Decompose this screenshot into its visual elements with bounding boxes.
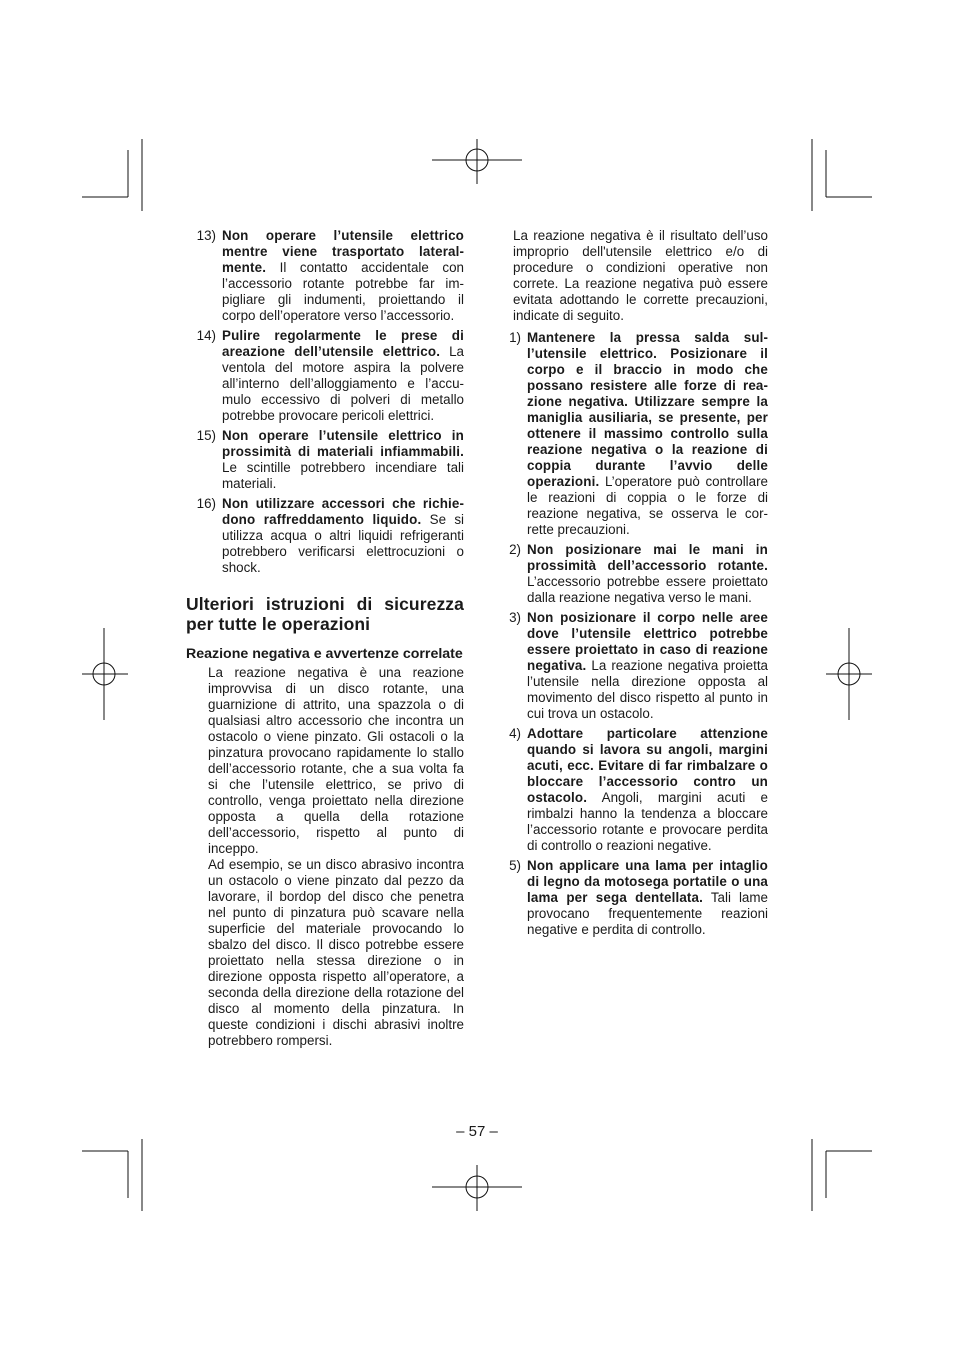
list-item-13 <box>186 228 464 324</box>
list-text <box>527 542 768 606</box>
list-plain-text: Se si utilizza acqua o altri liquidi refrigeranti potrebbero verificarsi elettrocuzioni o shock. <box>222 512 464 575</box>
list-text <box>527 610 768 722</box>
list-item-4 <box>508 726 768 854</box>
list-item-16 <box>186 496 464 576</box>
list-text <box>527 726 768 854</box>
list-item-15 <box>186 428 464 492</box>
list-item-5 <box>508 858 768 938</box>
left-column <box>186 228 464 1049</box>
page-number: – 57 – <box>456 1123 498 1140</box>
list-plain-text: Angoli, margini acuti e rimbalzi hanno la tendenza a bloccare l’accessorio rotante e provocare perdita di controllo o reazioni negative. <box>527 790 768 853</box>
list-item-1 <box>508 330 768 538</box>
list-plain-text: Tali lame provocano frequentemente reazioni negative e perdita di controllo. <box>527 890 768 937</box>
list-text <box>222 228 464 324</box>
list-bold-text: Non operare l’utensile elettrico in prossimità di materiali infiammabili. <box>222 428 464 459</box>
list-text <box>222 428 464 492</box>
list-bold-text: Non applicare una lama per intaglio di legno da motosega portatile o una lama per sega dentellata. <box>527 858 768 905</box>
list-text <box>527 858 768 938</box>
list-plain-text: L’accessorio potrebbe essere proiettato dalla reazione negativa verso le mani. <box>527 574 768 605</box>
list-bold-text: Non operare l’utensile elettrico mentre viene trasportato lateralmente. <box>222 228 464 275</box>
list-bold-text: Non utilizzare accessori che richiedono raffreddamento liquido. <box>222 496 464 527</box>
list-text <box>222 496 464 576</box>
subsection-title: Reazione negativa e avvertenze correlate <box>186 646 463 662</box>
list-bold-text: Pulire regolarmente le prese di areazione dell’utensile elettrico. <box>222 328 464 359</box>
kickback-intro-paragraph: La reazione negativa è il risultato dell’uso improprio dell'utensile elettrico e/o di procedure o condizioni operative non correte. La reazione negativa può essere evitata adottando le corrette precauzioni, indicate di seguito. <box>513 228 768 323</box>
section-title: Ulteriori istruzioni di sicurezza per tutte le operazioni <box>186 594 464 634</box>
list-plain-text: La reazione negativa proietta l’utensile nella direzione opposta al movimento del disco rispetto al punto in cui trova un ostacolo. <box>527 658 768 721</box>
list-bold-text: Mantenere la pressa salda sull’utensile elettrico. Posizionare il corpo e il braccio in modo che possano resistere alle forze di reazione negativa. Utilizzare sempre la maniglia ausiliaria, se presente, per ottenere il massimo controllo sulla reazione negativa o la reazione di coppia durante l’avvio delle operazioni. <box>527 330 768 489</box>
list-number: 14) <box>196 328 216 343</box>
list-number: 5) <box>509 858 521 873</box>
list-bold-text: Adottare particolare attenzione quando si lavora su angoli, margini acuti, ecc. Evitare di far rimbalzare o bloccare l’accessorio contro un ostacolo. <box>527 726 768 805</box>
list-plain-text: L’operatore può controllare le reazioni di coppia o le forze di reazione negativa, se osserva le corrette precauzioni. <box>527 474 768 537</box>
list-plain-text: La ventola del motore aspira la polvere all’interno dell’alloggiamento e l’accumulo eccessivo di polveri di metallo potrebbe provocare pericoli elettrici. <box>222 344 464 423</box>
list-number: 15) <box>196 428 216 443</box>
list-plain-text: Il contatto accidentale con l’accessorio rotante potrebbe far impigliare gli indumenti, proiettando il corpo dell’operatore verso l’accessorio. <box>222 260 464 323</box>
list-bold-text: Non posizionare il corpo nelle aree dove l’utensile elettrico potrebbe essere proiettato in caso di reazione negativa. <box>527 610 768 673</box>
list-number: 4) <box>509 726 521 741</box>
list-text <box>527 330 768 538</box>
kickback-example-paragraph: Ad esempio, se un disco abrasivo incontra un ostacolo o viene pinzato dal pezzo da lavorare, il bordop del disco che penetra nel punto di pinzatura può scavare nella superficie del materiale provocando lo sbalzo del disco. Il disco potrebbe essere proiettato nella stessa direzione o in direzione opposta rispetto all’operatore, a seconda della direzione della rotazione del disco al momento della pinzatura. In queste condizioni i dischi abrasivi inoltre potrebbero rompersi. <box>208 857 464 1048</box>
list-number: 2) <box>509 542 521 557</box>
right-column <box>508 228 768 942</box>
list-number: 3) <box>509 610 521 625</box>
list-plain-text: Le scintille potrebbero incendiare tali materiali. <box>222 460 464 491</box>
list-item-2 <box>508 542 768 606</box>
list-number: 16) <box>196 496 216 511</box>
list-item-3 <box>508 610 768 722</box>
list-text <box>222 328 464 424</box>
list-number: 13) <box>196 228 216 243</box>
list-item-14 <box>186 328 464 424</box>
kickback-definition-paragraph: La reazione negativa è una reazione improvvisa di un disco rotante, una guarnizione di attrito, una spazzola o di qualsiasi altro accessorio che incontra un ostacolo o viene pinzato. Gli ostacoli o la pinzatura provocano rapidamente lo stallo dell’accessorio rotante, che a sua volta fa si che l’utensile elettrico, se privo di controllo, venga proiettato nella direzione opposta a quella della rotazione dell’accessorio, rispetto al punto di inceppo. <box>208 665 464 856</box>
list-bold-text: Non posizionare mai le mani in prossimità dell’accessorio rotante. <box>527 542 768 573</box>
list-number: 1) <box>509 330 521 345</box>
